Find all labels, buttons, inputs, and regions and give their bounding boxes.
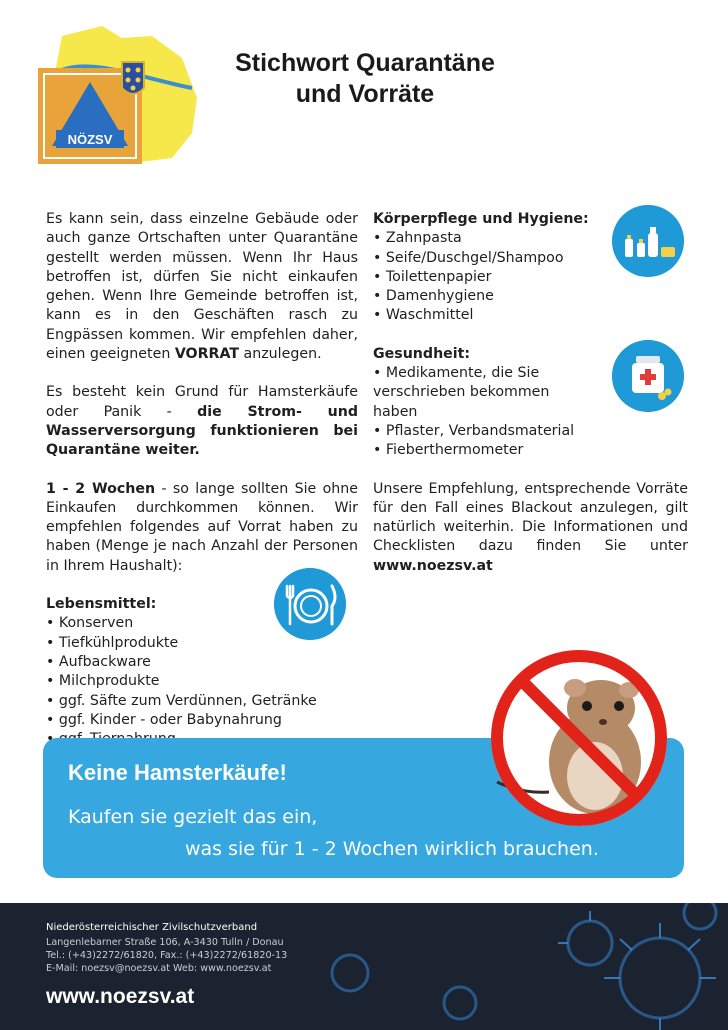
title-line-1: Stichwort Quarantäne <box>235 49 495 77</box>
list-item: • Medikamente, die Sie verschrieben bekommen haben <box>373 364 583 422</box>
medicine-icon <box>612 340 684 412</box>
list-item: • Seife/Duschgel/Shampoo <box>373 249 688 268</box>
no-hamster-icon <box>483 642 675 834</box>
footer-email: E-Mail: noezsv@noezsv.at Web: www.noezsv.at <box>46 963 272 974</box>
plate-cutlery-icon <box>274 568 346 640</box>
banner-heading: Keine Hamsterkäufe! <box>68 760 287 785</box>
list-item: • Milchprodukte <box>46 672 358 691</box>
hygiene-title: Körperpflege und Hygiene: <box>373 211 589 227</box>
list-item: • ggf. Kinder - oder Babynahrung <box>46 711 358 730</box>
banner-text-line-2: was sie für 1 - 2 Wochen wirklich brauchen. <box>185 838 599 860</box>
page-title <box>205 48 525 110</box>
list-item: • Waschmittel <box>373 306 688 325</box>
duration-paragraph: 1 - 2 Wochen - so lange sollten Sie ohne Einkaufen durchkommen können. Wir empfehlen folgendes auf Vorrat haben zu haben (Menge je nach Anzahl der Personen in Ihrem Haushalt): <box>46 480 358 574</box>
footer-phone: Tel.: (+43)2272/61820, Fax.: (+43)2272/61820-13 <box>46 950 288 961</box>
website-link[interactable]: www.noezsv.at <box>373 557 493 574</box>
title-line-2: und Vorräte <box>295 80 435 108</box>
banner-text-line-1: Kaufen sie gezielt das ein, <box>68 806 318 828</box>
svg-text:NÖZSV: NÖZSV <box>67 132 113 147</box>
list-item: • Tiefkühlprodukte <box>46 634 358 653</box>
list-item: • Damenhygiene <box>373 287 688 306</box>
health-title: Gesundheit: <box>373 345 471 362</box>
intro-paragraph: Es kann sein, dass einzelne Gebäude oder auch ganze Ortschaften unter Quarantäne gestellt werden müssen. Wenn Ihr Haus betroffen ist, dürfen Sie nicht einkaufen gehen. Wenn Ihre Gemeinde betroffen ist, kann es in den Geschäften rasch zu Engpässen kommen. Wir empfehlen daher, einen geeigneten VORRAT anzulegen. <box>46 211 358 363</box>
recommendation-paragraph: Unsere Empfehlung, entsprechende Vorräte für den Fall eines Blackout anzulegen, gilt natürlich weiterhin. Die Informationen und Checklisten dazu finden Sie unter www.noezsv.at <box>373 480 688 574</box>
list-item: • Konserven <box>46 614 358 633</box>
list-item: • Fieberthermometer <box>373 441 688 460</box>
footer-website-link[interactable]: www.noezsv.at <box>46 985 195 1008</box>
footer-address: Langenlebarner Straße 106, A-3430 Tulln / Donau <box>46 937 284 948</box>
list-item: • Aufbackware <box>46 653 358 672</box>
no-panic-paragraph: Es besteht kein Grund für Hamsterkäufe oder Panik - die Strom- und Wasserversorgung funktionieren bei Quarantäne weiter. <box>46 384 358 459</box>
hygiene-products-icon <box>612 205 684 277</box>
noezsv-logo <box>32 18 202 168</box>
left-column <box>46 210 358 749</box>
list-item: • Toilettenpapier <box>373 268 688 287</box>
footer-org-name: Niederösterreichischer Zivilschutzverband <box>46 922 258 933</box>
list-item: • Zahnpasta <box>373 229 688 248</box>
food-title: Lebensmittel: <box>46 596 157 613</box>
list-item: • Pflaster, Verbandsmaterial <box>373 422 688 441</box>
list-item: • ggf. Säfte zum Verdünnen, Getränke <box>46 692 358 711</box>
